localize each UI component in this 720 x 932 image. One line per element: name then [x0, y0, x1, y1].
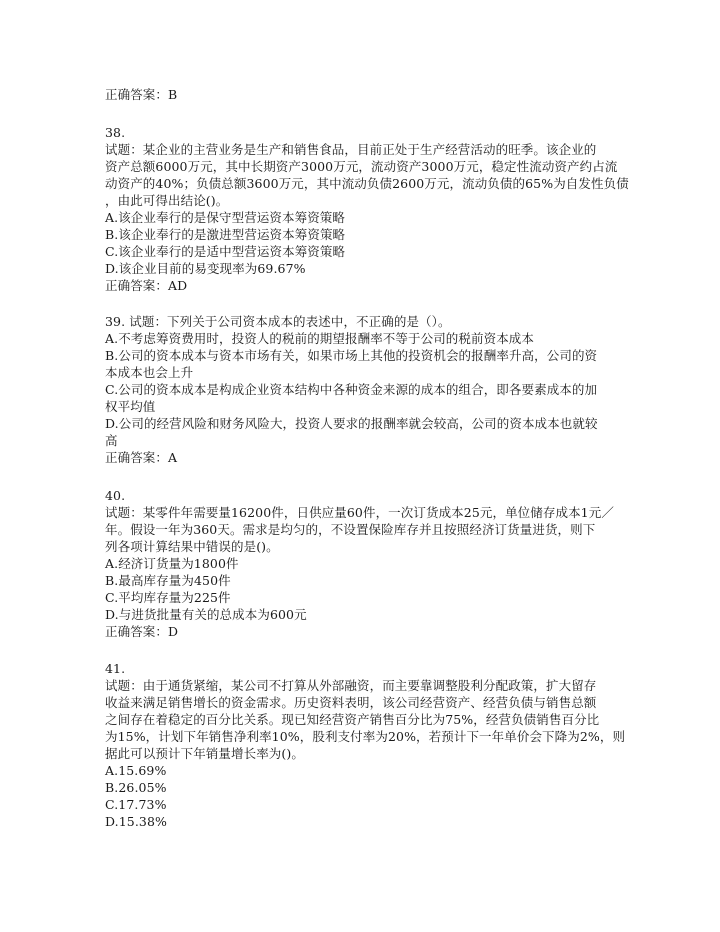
question-text-line: 动资产的40%；负债总额3600万元，其中流动负债2600万元，流动负债的65%为自发性负债	[105, 176, 629, 191]
option-a: A.不考虑筹资费用时，投资人的税前的期望报酬率不等于公司的税前资本成本	[105, 331, 535, 346]
question-text-line: 之间存在着稳定的百分比关系。现已知经营资产销售百分比为75%，经营负债销售百分比	[105, 712, 600, 727]
option-d-continued: 高	[105, 433, 118, 448]
option-d: D.该企业目前的易变现率为69.67%	[105, 261, 306, 276]
question-text-line: 试题：由于通货紧缩，某公司不打算从外部融资，而主要靠调整股利分配政策，扩大留存	[105, 678, 597, 693]
question-text-line: 39. 试题：下列关于公司资本成本的表述中，不正确的是（）。	[105, 314, 451, 329]
option-c: C.该企业奉行的是适中型营运资本筹资策略	[105, 244, 346, 259]
question-text-line: 年。假设一年为360天。需求是均匀的，不设置保险库存并且按照经济订货量进货，则下	[105, 522, 596, 537]
option-b: B.公司的资本成本与资本市场有关，如果市场上其他的投资机会的报酬率升高，公司的资	[105, 348, 598, 363]
option-c: C.公司的资本成本是构成企业资本结构中各种资金来源的成本的组合，即各要素成本的加	[105, 382, 598, 397]
question-number: 40.	[105, 488, 126, 503]
question-number: 41.	[105, 661, 126, 676]
question-text-line: 列各项计算结果中错误的是()。	[105, 539, 279, 554]
option-d: D.15.38%	[105, 814, 168, 829]
correct-answer: 正确答案：A	[105, 450, 178, 465]
option-a: A.经济订货量为1800件	[105, 556, 239, 571]
option-d: D.公司的经营风险和财务风险大，投资人要求的报酬率就会较高，公司的资本成本也就较	[105, 416, 598, 431]
question-text-line: 试题：某零件年需要量16200件，日供应量60件，一次订货成本25元，单位储存成本1元／	[105, 505, 614, 520]
question-number: 38.	[105, 125, 126, 140]
option-b: B.最高库存量为450件	[105, 573, 231, 588]
option-c-continued: 权平均值	[105, 399, 156, 414]
option-a: A.15.69%	[105, 763, 167, 778]
option-d: D.与进货批量有关的总成本为600元	[105, 607, 307, 622]
question-text-line: 据此可以预计下年销量增长率为()。	[105, 746, 304, 761]
option-b: B.26.05%	[105, 780, 167, 795]
option-c: C.17.73%	[105, 797, 167, 812]
question-text-line: ，由此可得出结论()。	[105, 193, 229, 208]
option-a: A.该企业奉行的是保守型营运资本筹资策略	[105, 210, 346, 225]
option-c: C.平均库存量为225件	[105, 590, 231, 605]
correct-answer: 正确答案：AD	[105, 278, 188, 293]
option-b: B.该企业奉行的是激进型营运资本筹资策略	[105, 227, 346, 242]
question-text-line: 为15%，计划下年销售净利率10%，股利支付率为20%，若预计下一年单价会下降为2%，则	[105, 729, 626, 744]
option-b-continued: 本成本也会上升	[105, 365, 194, 380]
question-text-line: 收益来满足销售增长的资金需求。历史资料表明，该公司经营资产、经营负债与销售总额	[105, 695, 597, 710]
question-text-line: 资产总额6000万元，其中长期资产3000万元，流动资产3000万元，稳定性流动资产约占流	[105, 159, 618, 174]
correct-answer: 正确答案：D	[105, 624, 179, 639]
previous-answer: 正确答案：B	[105, 87, 178, 102]
question-text-line: 试题：某企业的主营业务是生产和销售食品，目前正处于生产经营活动的旺季。该企业的	[105, 142, 597, 157]
